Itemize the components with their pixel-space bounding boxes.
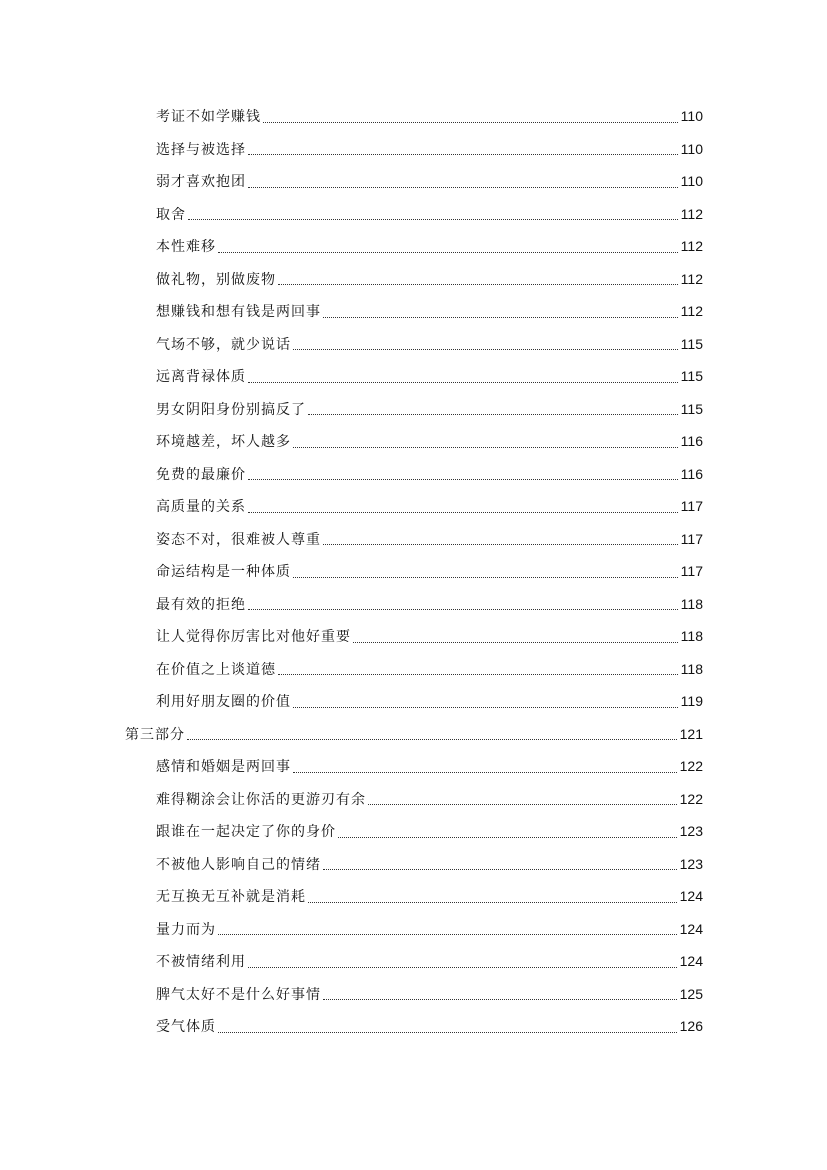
toc-dot-leader xyxy=(323,868,677,870)
toc-entry[interactable] xyxy=(0,1010,827,1043)
toc-entry-title: 脾气太好不是什么好事情 xyxy=(156,986,321,1003)
toc-entry[interactable] xyxy=(0,230,827,263)
toc-entry-page: 118 xyxy=(680,660,703,677)
toc-entry-title: 男女阴阳身份别搞反了 xyxy=(156,401,306,418)
toc-entry[interactable] xyxy=(0,198,827,231)
toc-entry-page: 117 xyxy=(680,498,703,515)
toc-dot-leader xyxy=(248,478,678,480)
toc-dot-leader xyxy=(218,251,678,253)
toc-entry-title: 感情和婚姻是两回事 xyxy=(156,759,291,776)
toc-entry[interactable] xyxy=(0,913,827,946)
toc-entry[interactable] xyxy=(0,685,827,718)
toc-dot-leader xyxy=(218,933,677,935)
toc-entry-page: 112 xyxy=(680,303,703,320)
toc-entry[interactable] xyxy=(0,458,827,491)
toc-entry-title: 利用好朋友圈的价值 xyxy=(156,694,291,711)
toc-dot-leader xyxy=(323,316,678,318)
toc-entry[interactable] xyxy=(0,328,827,361)
toc-entry-page: 119 xyxy=(680,693,703,710)
toc-entry-page: 125 xyxy=(679,985,703,1002)
toc-entry[interactable] xyxy=(0,783,827,816)
toc-section-heading[interactable] xyxy=(0,718,827,751)
toc-entry-title: 弱才喜欢抱团 xyxy=(156,174,246,191)
toc-dot-leader xyxy=(248,966,677,968)
toc-entry[interactable] xyxy=(0,263,827,296)
toc-entry-page: 118 xyxy=(680,595,703,612)
toc-dot-leader xyxy=(293,706,678,708)
toc-entry-page: 126 xyxy=(679,1018,703,1035)
toc-entry-title: 想赚钱和想有钱是两回事 xyxy=(156,304,321,321)
toc-section-title: 第三部分 xyxy=(125,726,185,743)
toc-dot-leader xyxy=(248,381,678,383)
toc-entry[interactable] xyxy=(0,100,827,133)
toc-entry-title: 难得糊涂会让你活的更游刃有余 xyxy=(156,791,366,808)
toc-dot-leader xyxy=(278,283,678,285)
toc-dot-leader xyxy=(323,998,677,1000)
toc-entry-page: 121 xyxy=(679,725,703,742)
toc-entry-page: 116 xyxy=(680,433,703,450)
toc-dot-leader xyxy=(308,413,678,415)
toc-entry-page: 110 xyxy=(680,108,703,125)
toc-entry-title: 考证不如学赚钱 xyxy=(156,109,261,126)
toc-dot-leader xyxy=(353,641,678,643)
toc-entry-title: 环境越差，坏人越多 xyxy=(156,434,291,451)
toc-entry[interactable] xyxy=(0,295,827,328)
toc-entry-page: 110 xyxy=(680,140,703,157)
toc-entry-page: 118 xyxy=(680,628,703,645)
toc-entry-page: 123 xyxy=(679,855,703,872)
toc-entry-page: 122 xyxy=(679,758,703,775)
toc-dot-leader xyxy=(308,901,677,903)
toc-entry-title: 姿态不对，很难被人尊重 xyxy=(156,531,321,548)
toc-entry-title: 命运结构是一种体质 xyxy=(156,564,291,581)
toc-entry-title: 跟谁在一起决定了你的身价 xyxy=(156,824,336,841)
toc-entry-page: 124 xyxy=(679,920,703,937)
toc-entry-page: 112 xyxy=(680,270,703,287)
toc-entry-title: 让人觉得你厉害比对他好重要 xyxy=(156,629,351,646)
toc-entry-title: 本性难移 xyxy=(156,239,216,256)
toc-entry[interactable] xyxy=(0,653,827,686)
toc-dot-leader xyxy=(293,771,677,773)
toc-dot-leader xyxy=(248,608,678,610)
toc-entry-page: 124 xyxy=(679,953,703,970)
toc-entry-title: 做礼物，别做废物 xyxy=(156,271,276,288)
toc-dot-leader xyxy=(323,543,678,545)
toc-dot-leader xyxy=(263,121,678,123)
toc-dot-leader xyxy=(293,576,678,578)
toc-entry-page: 112 xyxy=(680,238,703,255)
toc-entry-title: 免费的最廉价 xyxy=(156,466,246,483)
toc-entry-title: 受气体质 xyxy=(156,1019,216,1036)
toc-entry[interactable] xyxy=(0,588,827,621)
toc-entry-page: 115 xyxy=(680,335,703,352)
toc-entry[interactable] xyxy=(0,360,827,393)
toc-entry-title: 无互换无互补就是消耗 xyxy=(156,889,306,906)
toc-entry[interactable] xyxy=(0,490,827,523)
toc-dot-leader xyxy=(187,738,677,740)
toc-entry-title: 远离背禄体质 xyxy=(156,369,246,386)
toc-dot-leader xyxy=(293,446,678,448)
toc-entry-title: 高质量的关系 xyxy=(156,499,246,516)
toc-entry[interactable] xyxy=(0,393,827,426)
toc-entry-title: 气场不够，就少说话 xyxy=(156,336,291,353)
toc-dot-leader xyxy=(248,186,678,188)
toc-entry[interactable] xyxy=(0,815,827,848)
toc-entry-page: 117 xyxy=(680,563,703,580)
toc-entry-page: 117 xyxy=(680,530,703,547)
toc-entry-page: 122 xyxy=(679,790,703,807)
toc-entry-title: 不被情绪利用 xyxy=(156,954,246,971)
toc-entry-page: 112 xyxy=(680,205,703,222)
toc-dot-leader xyxy=(218,1031,677,1033)
toc-entry[interactable] xyxy=(0,978,827,1011)
toc-entry-title: 量力而为 xyxy=(156,921,216,938)
toc-entry-page: 116 xyxy=(680,465,703,482)
toc-dot-leader xyxy=(188,218,678,220)
table-of-contents xyxy=(0,100,827,1043)
toc-dot-leader xyxy=(278,673,678,675)
toc-entry[interactable] xyxy=(0,880,827,913)
toc-entry[interactable] xyxy=(0,133,827,166)
toc-entry-title: 取舍 xyxy=(156,206,186,223)
toc-entry-title: 在价值之上谈道德 xyxy=(156,661,276,678)
toc-entry[interactable] xyxy=(0,425,827,458)
toc-entry-title: 不被他人影响自己的情绪 xyxy=(156,856,321,873)
toc-entry-page: 123 xyxy=(679,823,703,840)
toc-dot-leader xyxy=(368,803,677,805)
toc-entry-page: 110 xyxy=(680,173,703,190)
toc-entry[interactable] xyxy=(0,523,827,556)
toc-entry-page: 115 xyxy=(680,400,703,417)
toc-entry[interactable] xyxy=(0,848,827,881)
toc-entry[interactable] xyxy=(0,165,827,198)
toc-entry[interactable] xyxy=(0,750,827,783)
toc-dot-leader xyxy=(338,836,677,838)
toc-entry[interactable] xyxy=(0,555,827,588)
toc-entry-page: 115 xyxy=(680,368,703,385)
toc-entry-title: 选择与被选择 xyxy=(156,141,246,158)
toc-entry-title: 最有效的拒绝 xyxy=(156,596,246,613)
toc-entry[interactable] xyxy=(0,620,827,653)
toc-dot-leader xyxy=(248,511,678,513)
toc-dot-leader xyxy=(293,348,678,350)
toc-entry[interactable] xyxy=(0,945,827,978)
toc-entry-page: 124 xyxy=(679,888,703,905)
toc-dot-leader xyxy=(248,153,678,155)
